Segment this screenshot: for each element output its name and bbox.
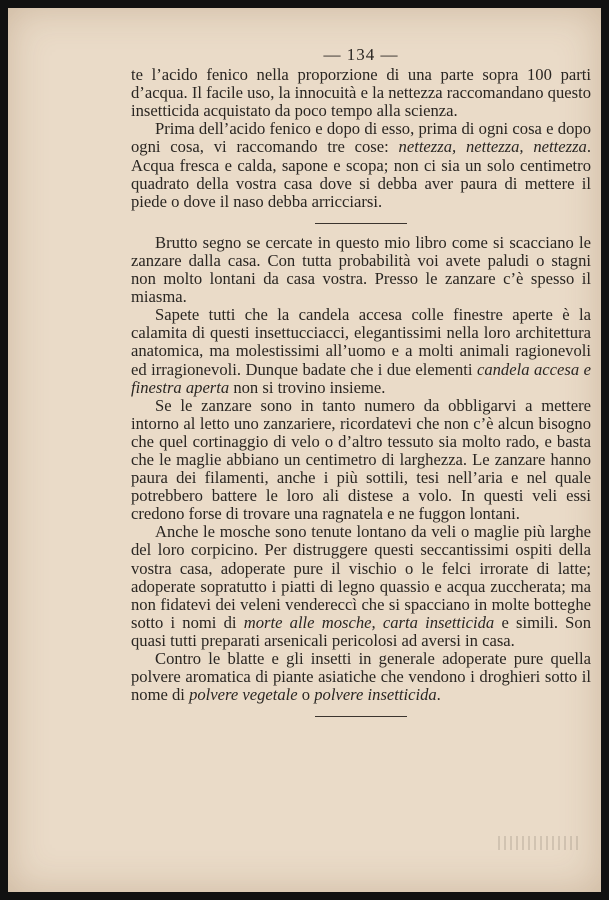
- italic-text: nettezza, nettezza, nettezza: [398, 137, 587, 157]
- paragraph-continuation: te l’acido fenico nella proporzione di una parte sopra 100 parti d’acqua. Il facile uso, la innocuità e la nettezza raccomandano questo insetticida acquistato da poco tempo alla scienza.: [131, 65, 591, 121]
- text-span: e simili. Son quasi tutti preparati arsenicali pericolosi ad aversi in casa.: [131, 612, 591, 650]
- paragraph-flies: [131, 523, 591, 650]
- text-span: .: [436, 685, 441, 705]
- page-text: [131, 46, 591, 717]
- section-divider: [315, 716, 407, 717]
- text-span: . Acqua fresca e calda, sapone e scopa; non ci sia un solo centimetro quadrato della vostra casa dove si debba aver paura di mettere il piede o dove il naso debba arricciarsi.: [131, 137, 591, 211]
- italic-text: polvere insetticida: [314, 685, 437, 705]
- paragraph-cleanliness: [131, 120, 591, 210]
- text-span: non si trovino insieme.: [229, 377, 386, 397]
- section-divider: [315, 223, 407, 224]
- text-span: Sapete tutti che la candela accesa colle finestre aperte è la calamita di questi insettucciacci, elegantissimi nella loro architettura anatomica, ma molestissimi all’uomo e a molti animali ragionevoli ed irragionevoli. Dunque badate che i due elementi: [131, 305, 591, 379]
- page-number: — 134 —: [323, 45, 399, 64]
- paragraph-mosquitoes-intro: Brutto segno se cercate in questo mio libro come si scacciano le zanzare dalla casa. Con tutta probabilità voi avete paludi o stagni non molto lontani da casa vostra. Presso le zanzare c’è spesso il miasma.: [131, 232, 591, 307]
- italic-text: candela accesa e finestra aperta: [131, 359, 591, 397]
- text-span: Prima dell’acido fenico e dopo di esso, prima di ogni cosa e dopo ogni cosa, vi raccomando tre cose:: [131, 119, 591, 157]
- italic-text: morte alle mosche, carta insetticida: [243, 612, 495, 632]
- paragraph-cockroaches: [131, 650, 591, 704]
- paragraph-candle: [131, 306, 591, 396]
- italic-text: polvere vegetale: [189, 685, 298, 705]
- text-span: Anche le mosche sono tenute lontano da veli o maglie più larghe del loro corpicino. Per distruggere questi seccantissimi ospiti della vostra casa, adoperate pure il vischio o le felci irrorate di latte; adoperate sopratutto i piatti di legno quassio e acqua zuccherata; ma non fidatevi dei veleni vendereccì che si spacciano in molte botteghe sotto i nomi di: [131, 522, 591, 632]
- ink-smudge: [498, 836, 578, 850]
- text-span: o: [297, 685, 315, 705]
- paragraph-mosquito-net: Se le zanzare sono in tanto numero da obbligarvi a mettere intorno al letto uno zanzariere, ricordatevi che non c’è alcun bisogno che quel cortinaggio di velo o d’altro tessuto sia molto rado, e basta che le maglie abbiano un centimetro di larghezza. Le zanzare hanno paura dei filamenti, anche i più sottili, tesi nell’aria e nel quale potrebbero battere le loro ali distese a volo. In questi veli essi credono forse di trovare una ragnatela e ne fuggon lontani.: [131, 395, 591, 524]
- book-page: [8, 8, 601, 892]
- text-span: Contro le blatte e gli insetti in generale adoperate pure quella polvere aromatica di piante asiatiche che vendono i droghieri sotto il nome di: [131, 649, 591, 705]
